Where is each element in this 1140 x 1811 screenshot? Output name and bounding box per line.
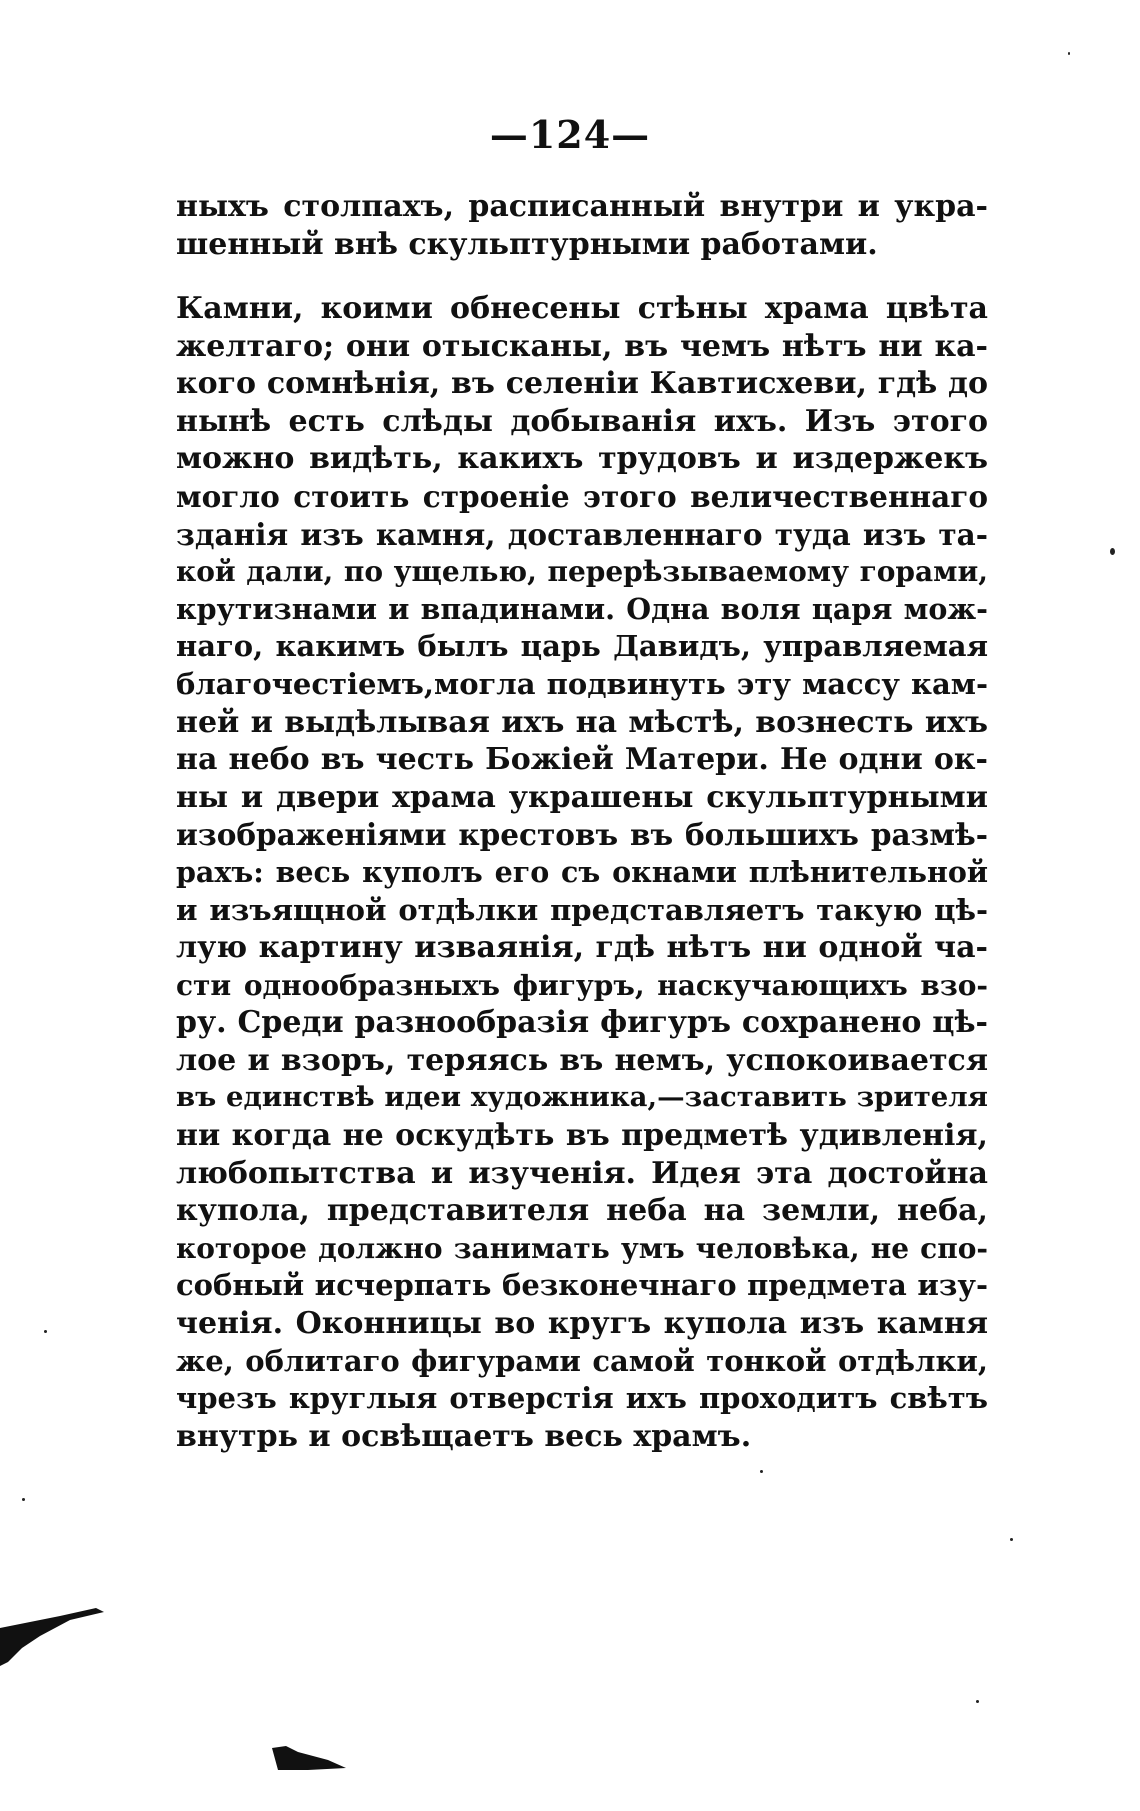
text-line: и изъящной отдѣлки представляетъ такую цѣ-: [176, 892, 988, 927]
page-number: —124—: [489, 112, 651, 157]
paragraph-1: [176, 188, 988, 263]
text-line: зданія изъ камня, доставленнаго туда изъ та-: [176, 516, 988, 552]
text-line: на небо въ честь Божіей Матери. Не одни ок-: [176, 742, 988, 778]
text-line: чрезъ круглыя отверстія ихъ проходитъ свѣтъ: [176, 1381, 988, 1416]
text-line: ней и выдѣлывая ихъ на мѣстѣ, вознесть ихъ: [176, 704, 988, 740]
text-line: же, облитаго фигурами самой тонкой отдѣлки,: [176, 1343, 988, 1378]
scan-speck: [22, 1498, 25, 1501]
scan-smudge: [268, 1742, 348, 1772]
text-line: шенный внѣ скульптурными работами.: [176, 226, 878, 262]
scan-speck: [44, 1330, 47, 1333]
text-line: лое и взоръ, теряясь въ немъ, успокоивается: [176, 1042, 988, 1078]
text-line: наго, какимъ былъ царь Давидъ, управляемая: [176, 629, 988, 664]
text-line: ру. Среди разнообразія фигуръ сохранено цѣ-: [176, 1005, 988, 1041]
text-line: ченія. Оконницы во кругъ купола изъ камня: [176, 1306, 988, 1342]
text-line: сти однообразныхъ фигуръ, наскучающихъ взо-: [176, 968, 988, 1002]
text-line: ныхъ столпахъ, расписанный внутри и укра-: [176, 189, 988, 224]
text-line: внутрь и освѣщаетъ весь храмъ.: [176, 1418, 752, 1454]
text-line: нынѣ есть слѣды добыванія ихъ. Изъ этого: [176, 403, 988, 439]
text-line: кого сомнѣнія, въ селеніи Кавтисхеви, гдѣ до: [176, 366, 988, 402]
text-line: можно видѣть, какихъ трудовъ и издержекъ: [176, 441, 988, 477]
text-line: ни когда не оскудѣть въ предметѣ удивленія,: [176, 1118, 988, 1154]
scan-speck: [976, 1700, 979, 1703]
text-line: собный исчерпать безконечнаго предмета изу-: [176, 1268, 988, 1303]
text-line: изображеніями крестовъ въ большихъ размѣ-: [176, 817, 988, 853]
text-line: благочестіемъ,могла подвинуть эту массу кам-: [176, 666, 988, 701]
text-line: ны и двери храма украшены скульптурными: [176, 779, 988, 815]
scan-speck: [760, 1470, 763, 1473]
paragraph-2: [176, 290, 988, 1455]
text-line: могло стоить строеніе этого величественнаго: [176, 478, 988, 514]
text-line: въ единствѣ идеи художника,—заставить зрителя: [176, 1081, 988, 1114]
scan-speck: [1010, 1538, 1013, 1541]
text-line: купола, представителя неба на земли, неба,: [176, 1193, 988, 1229]
text-line: любопытства и изученія. Идея эта достойна: [176, 1155, 988, 1191]
text-line: крутизнами и впадинами. Одна воля царя мож-: [176, 591, 988, 626]
text-line: Камни, коими обнесены стѣны храма цвѣта: [176, 291, 988, 326]
text-line: рахъ: весь куполъ его съ окнами плѣнительной: [176, 854, 988, 889]
text-line: желтаго; они отысканы, въ чемъ нѣтъ ни ка-: [176, 328, 988, 364]
scan-smudge: [0, 1606, 110, 1666]
text-line: лую картину изваянія, гдѣ нѣтъ ни одной ча-: [176, 930, 988, 966]
scan-speck: [1110, 548, 1115, 555]
text-line: кой дали, по ущелью, перерѣзываемому горами,: [176, 555, 988, 589]
text-line: которое должно занимать умъ человѣка, не спо-: [176, 1231, 988, 1265]
scan-speck: [1068, 52, 1070, 55]
